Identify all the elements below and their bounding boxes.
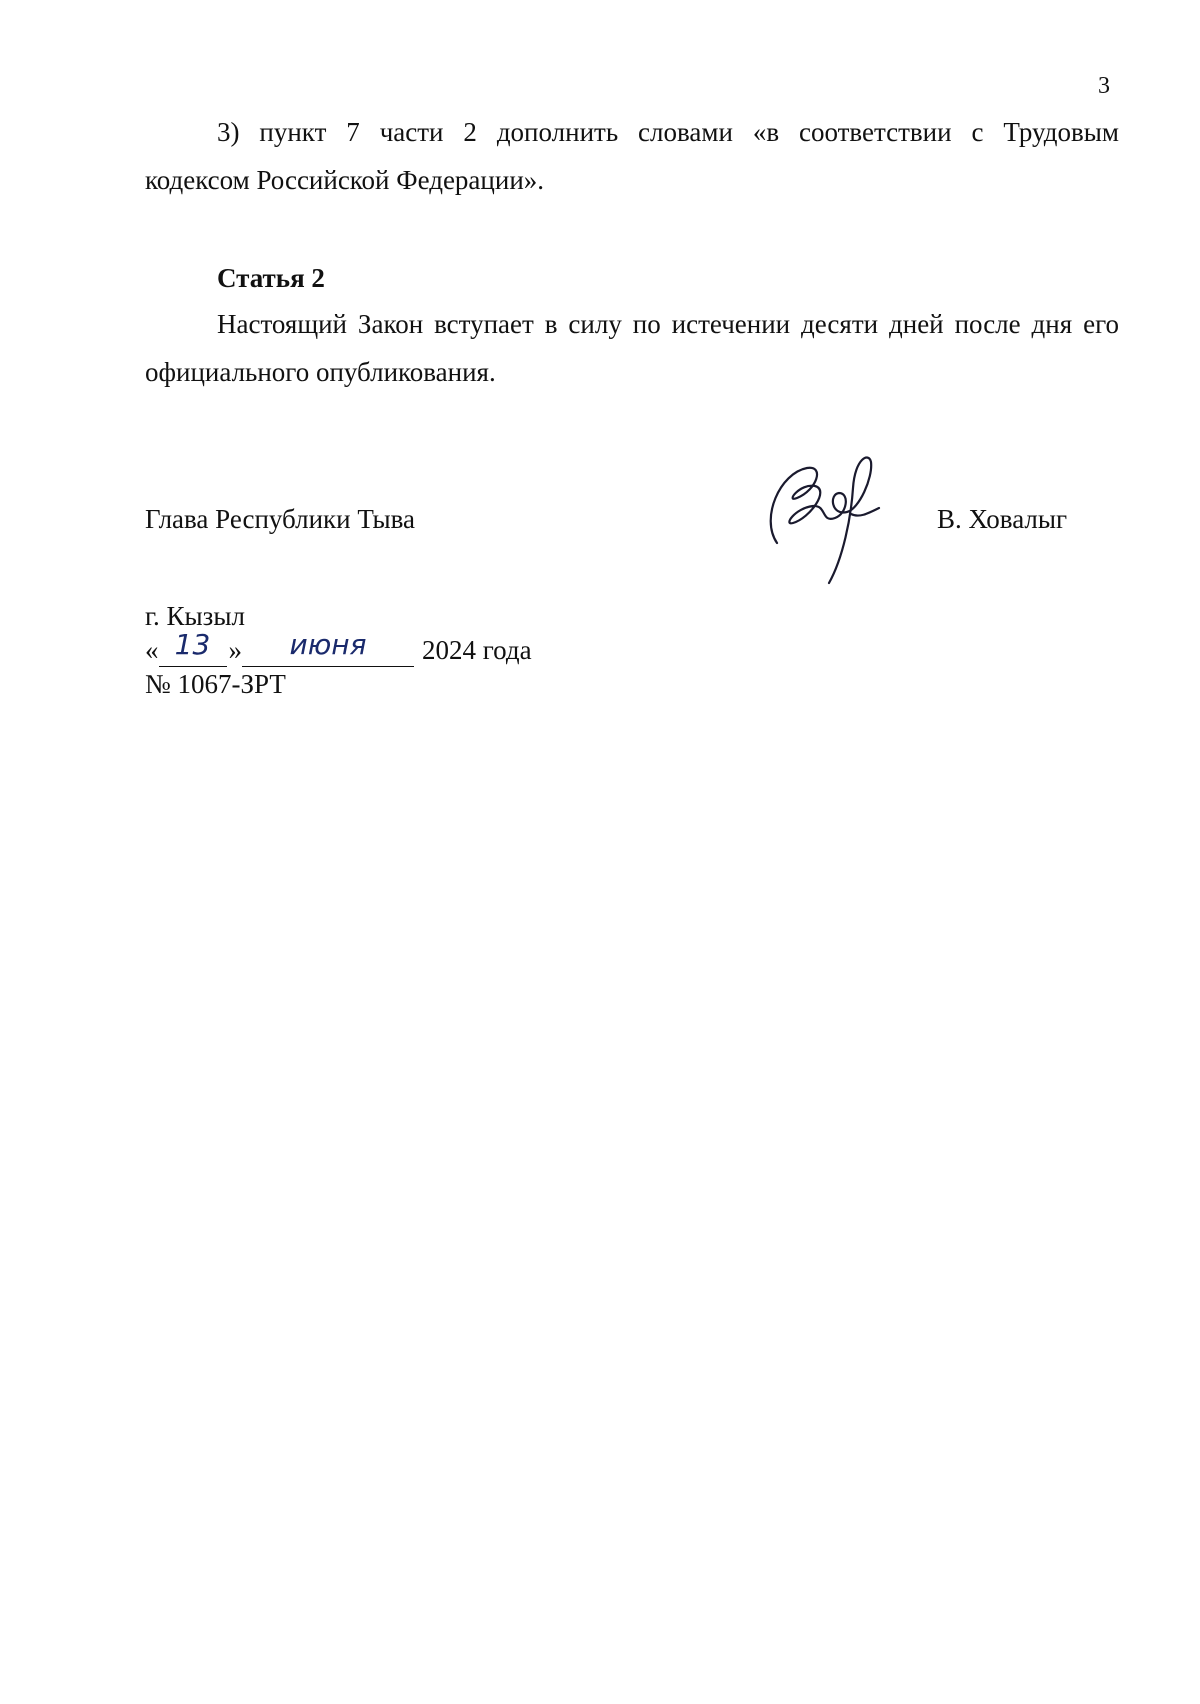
amendment-line-2: кодексом Российской Федерации». <box>145 165 545 195</box>
page-number: 3 <box>1098 73 1110 99</box>
date-close-quote: » <box>228 635 242 665</box>
signer-name: В. Ховалыг <box>937 504 1068 534</box>
article-heading: Статья 2 <box>217 263 325 293</box>
amendment-paragraph <box>145 108 1119 204</box>
handwritten-month: июня <box>289 628 367 661</box>
document-number: № 1067-ЗРТ <box>145 669 286 699</box>
article-line-2: официального опубликования. <box>145 357 496 387</box>
date-day-field <box>159 628 227 667</box>
place-of-signing: г. Кызыл <box>145 601 245 631</box>
amendment-line-1: 3) пункт 7 части 2 дополнить словами «в соответствии с Трудовым <box>217 117 1119 147</box>
article-paragraph <box>145 300 1119 396</box>
signer-title: Глава Республики Тыва <box>145 504 416 534</box>
article-line-1: Настоящий Закон вступает в силу по истечении десяти дней после дня его <box>217 309 1119 339</box>
date-month-field <box>242 628 414 667</box>
handwritten-signature <box>755 448 905 593</box>
signing-date <box>145 628 532 667</box>
date-open-quote: « <box>145 635 159 665</box>
date-year: 2024 года <box>422 635 532 665</box>
handwritten-day: 13 <box>174 628 211 661</box>
